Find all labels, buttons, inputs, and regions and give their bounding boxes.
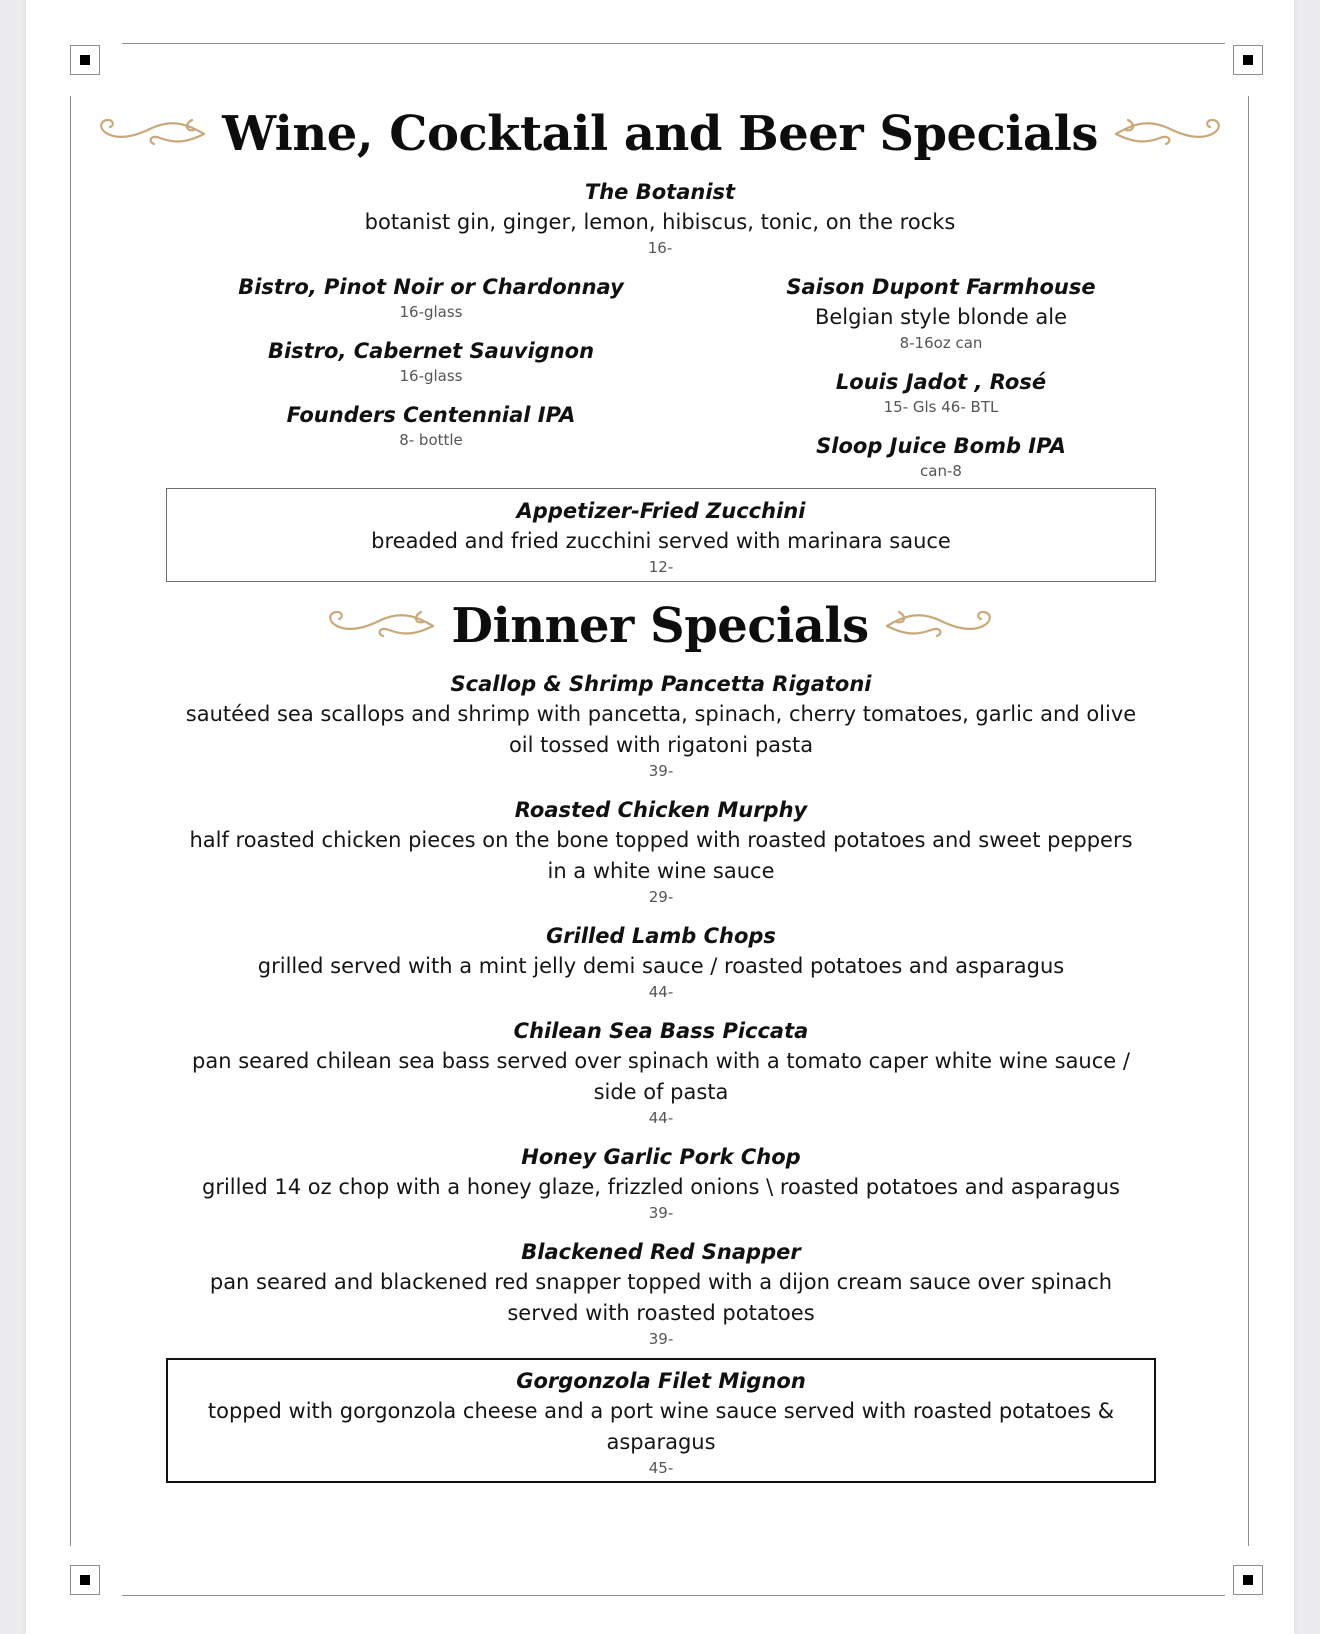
item-description: grilled served with a mint jelly demi sauce / roasted potatoes and asparagus	[257, 954, 1065, 978]
item-price: 8- bottle	[399, 431, 463, 449]
flourish-left-icon	[92, 112, 208, 156]
featured-cocktail	[26, 177, 1294, 258]
drinks-heading-row	[26, 104, 1294, 164]
item-description: botanist gin, ginger, lemon, hibiscus, tonic, on the rocks	[364, 210, 956, 234]
drink-item	[686, 367, 1196, 417]
item-description-continued: asparagus	[606, 1430, 716, 1454]
item-price: 44-	[648, 983, 674, 1001]
item-description: half roasted chicken pieces on the bone topped with roasted potatoes and sweet peppers	[189, 828, 1133, 852]
drink-item	[176, 400, 686, 450]
item-price: 16-glass	[399, 367, 463, 385]
item-name: Blackened Red Snapper	[521, 1240, 801, 1264]
frame-right-line	[1248, 96, 1249, 1546]
item-description: breaded and fried zucchini served with marinara sauce	[371, 529, 951, 553]
item-name: Bistro, Pinot Noir or Chardonnay	[238, 275, 624, 299]
item-price: 16-glass	[399, 303, 463, 321]
item-description: pan seared and blackened red snapper topped with a dijon cream sauce over spinach	[209, 1270, 1113, 1294]
dinner-item	[166, 1237, 1156, 1349]
item-description-continued: side of pasta	[593, 1080, 729, 1104]
item-description-continued: in a white wine sauce	[547, 859, 775, 883]
item-description: topped with gorgonzola cheese and a port wine sauce served with roasted potatoes &	[207, 1399, 1115, 1423]
dinner-item	[166, 669, 1156, 781]
item-name: Roasted Chicken Murphy	[514, 798, 808, 822]
item-price: 29-	[648, 888, 674, 906]
item-description: sautéed sea scallops and shrimp with pancetta, spinach, cherry tomatoes, garlic and olive	[185, 702, 1137, 726]
item-name: Bistro, Cabernet Sauvignon	[267, 339, 595, 363]
item-price: can-8	[920, 462, 962, 480]
flourish-right-icon	[1112, 112, 1228, 156]
item-price: 45-	[648, 1459, 674, 1477]
dinner-item	[166, 921, 1156, 1002]
item-name: Appetizer-Fried Zucchini	[516, 499, 806, 523]
item-price: 15- Gls 46- BTL	[883, 398, 999, 416]
item-name: Sloop Juice Bomb IPA	[816, 434, 1066, 458]
drinks-heading: Wine, Cocktail and Beer Specials	[222, 106, 1098, 162]
item-description-continued: served with roasted potatoes	[507, 1301, 815, 1325]
item-description: pan seared chilean sea bass served over spinach with a tomato caper white wine sauce /	[192, 1049, 1130, 1073]
featured-dinner-box	[166, 1358, 1156, 1483]
menu-page	[26, 0, 1294, 1634]
item-name: The Botanist	[584, 180, 736, 204]
item-name: Louis Jadot , Rosé	[835, 370, 1047, 394]
flourish-left-icon	[321, 604, 437, 648]
corner-ornament-top-left	[70, 45, 100, 75]
item-price: 12-	[648, 558, 674, 576]
drink-item	[176, 272, 686, 322]
item-description: Belgian style blonde ale	[814, 305, 1068, 329]
frame-top-line	[122, 43, 1225, 44]
item-name: Gorgonzola Filet Mignon	[516, 1369, 806, 1393]
dinner-item	[166, 1142, 1156, 1223]
drink-item	[686, 272, 1196, 353]
item-name: Grilled Lamb Chops	[546, 924, 776, 948]
item-price: 16-	[647, 239, 673, 257]
item-description: grilled 14 oz chop with a honey glaze, frizzled onions \ roasted potatoes and asparagus	[202, 1175, 1120, 1199]
dinner-item	[166, 795, 1156, 907]
item-name: Chilean Sea Bass Piccata	[513, 1019, 809, 1043]
drink-item	[686, 431, 1196, 481]
item-name: Saison Dupont Farmhouse	[786, 275, 1096, 299]
corner-ornament-bottom-left	[70, 1565, 100, 1595]
item-name: Scallop & Shrimp Pancetta Rigatoni	[450, 672, 872, 696]
featured-dinner-item	[168, 1366, 1154, 1478]
item-price: 44-	[648, 1109, 674, 1127]
corner-ornament-bottom-right	[1233, 1565, 1263, 1595]
item-price: 8-16oz can	[899, 334, 983, 352]
flourish-right-icon	[883, 604, 999, 648]
item-price: 39-	[648, 1204, 674, 1222]
item-name: Founders Centennial IPA	[286, 403, 576, 427]
appetizer-box	[166, 488, 1156, 582]
corner-ornament-top-right	[1233, 45, 1263, 75]
item-price: 39-	[648, 1330, 674, 1348]
dinner-heading: Dinner Specials	[451, 598, 869, 654]
item-price: 39-	[648, 762, 674, 780]
item-description-continued: oil tossed with rigatoni pasta	[508, 733, 814, 757]
item-name: Honey Garlic Pork Chop	[521, 1145, 801, 1169]
frame-left-line	[70, 96, 71, 1546]
dinner-heading-row	[26, 596, 1294, 656]
appetizer-item	[167, 496, 1155, 577]
dinner-item	[166, 1016, 1156, 1128]
drink-item	[176, 336, 686, 386]
frame-bottom-line	[122, 1595, 1225, 1596]
